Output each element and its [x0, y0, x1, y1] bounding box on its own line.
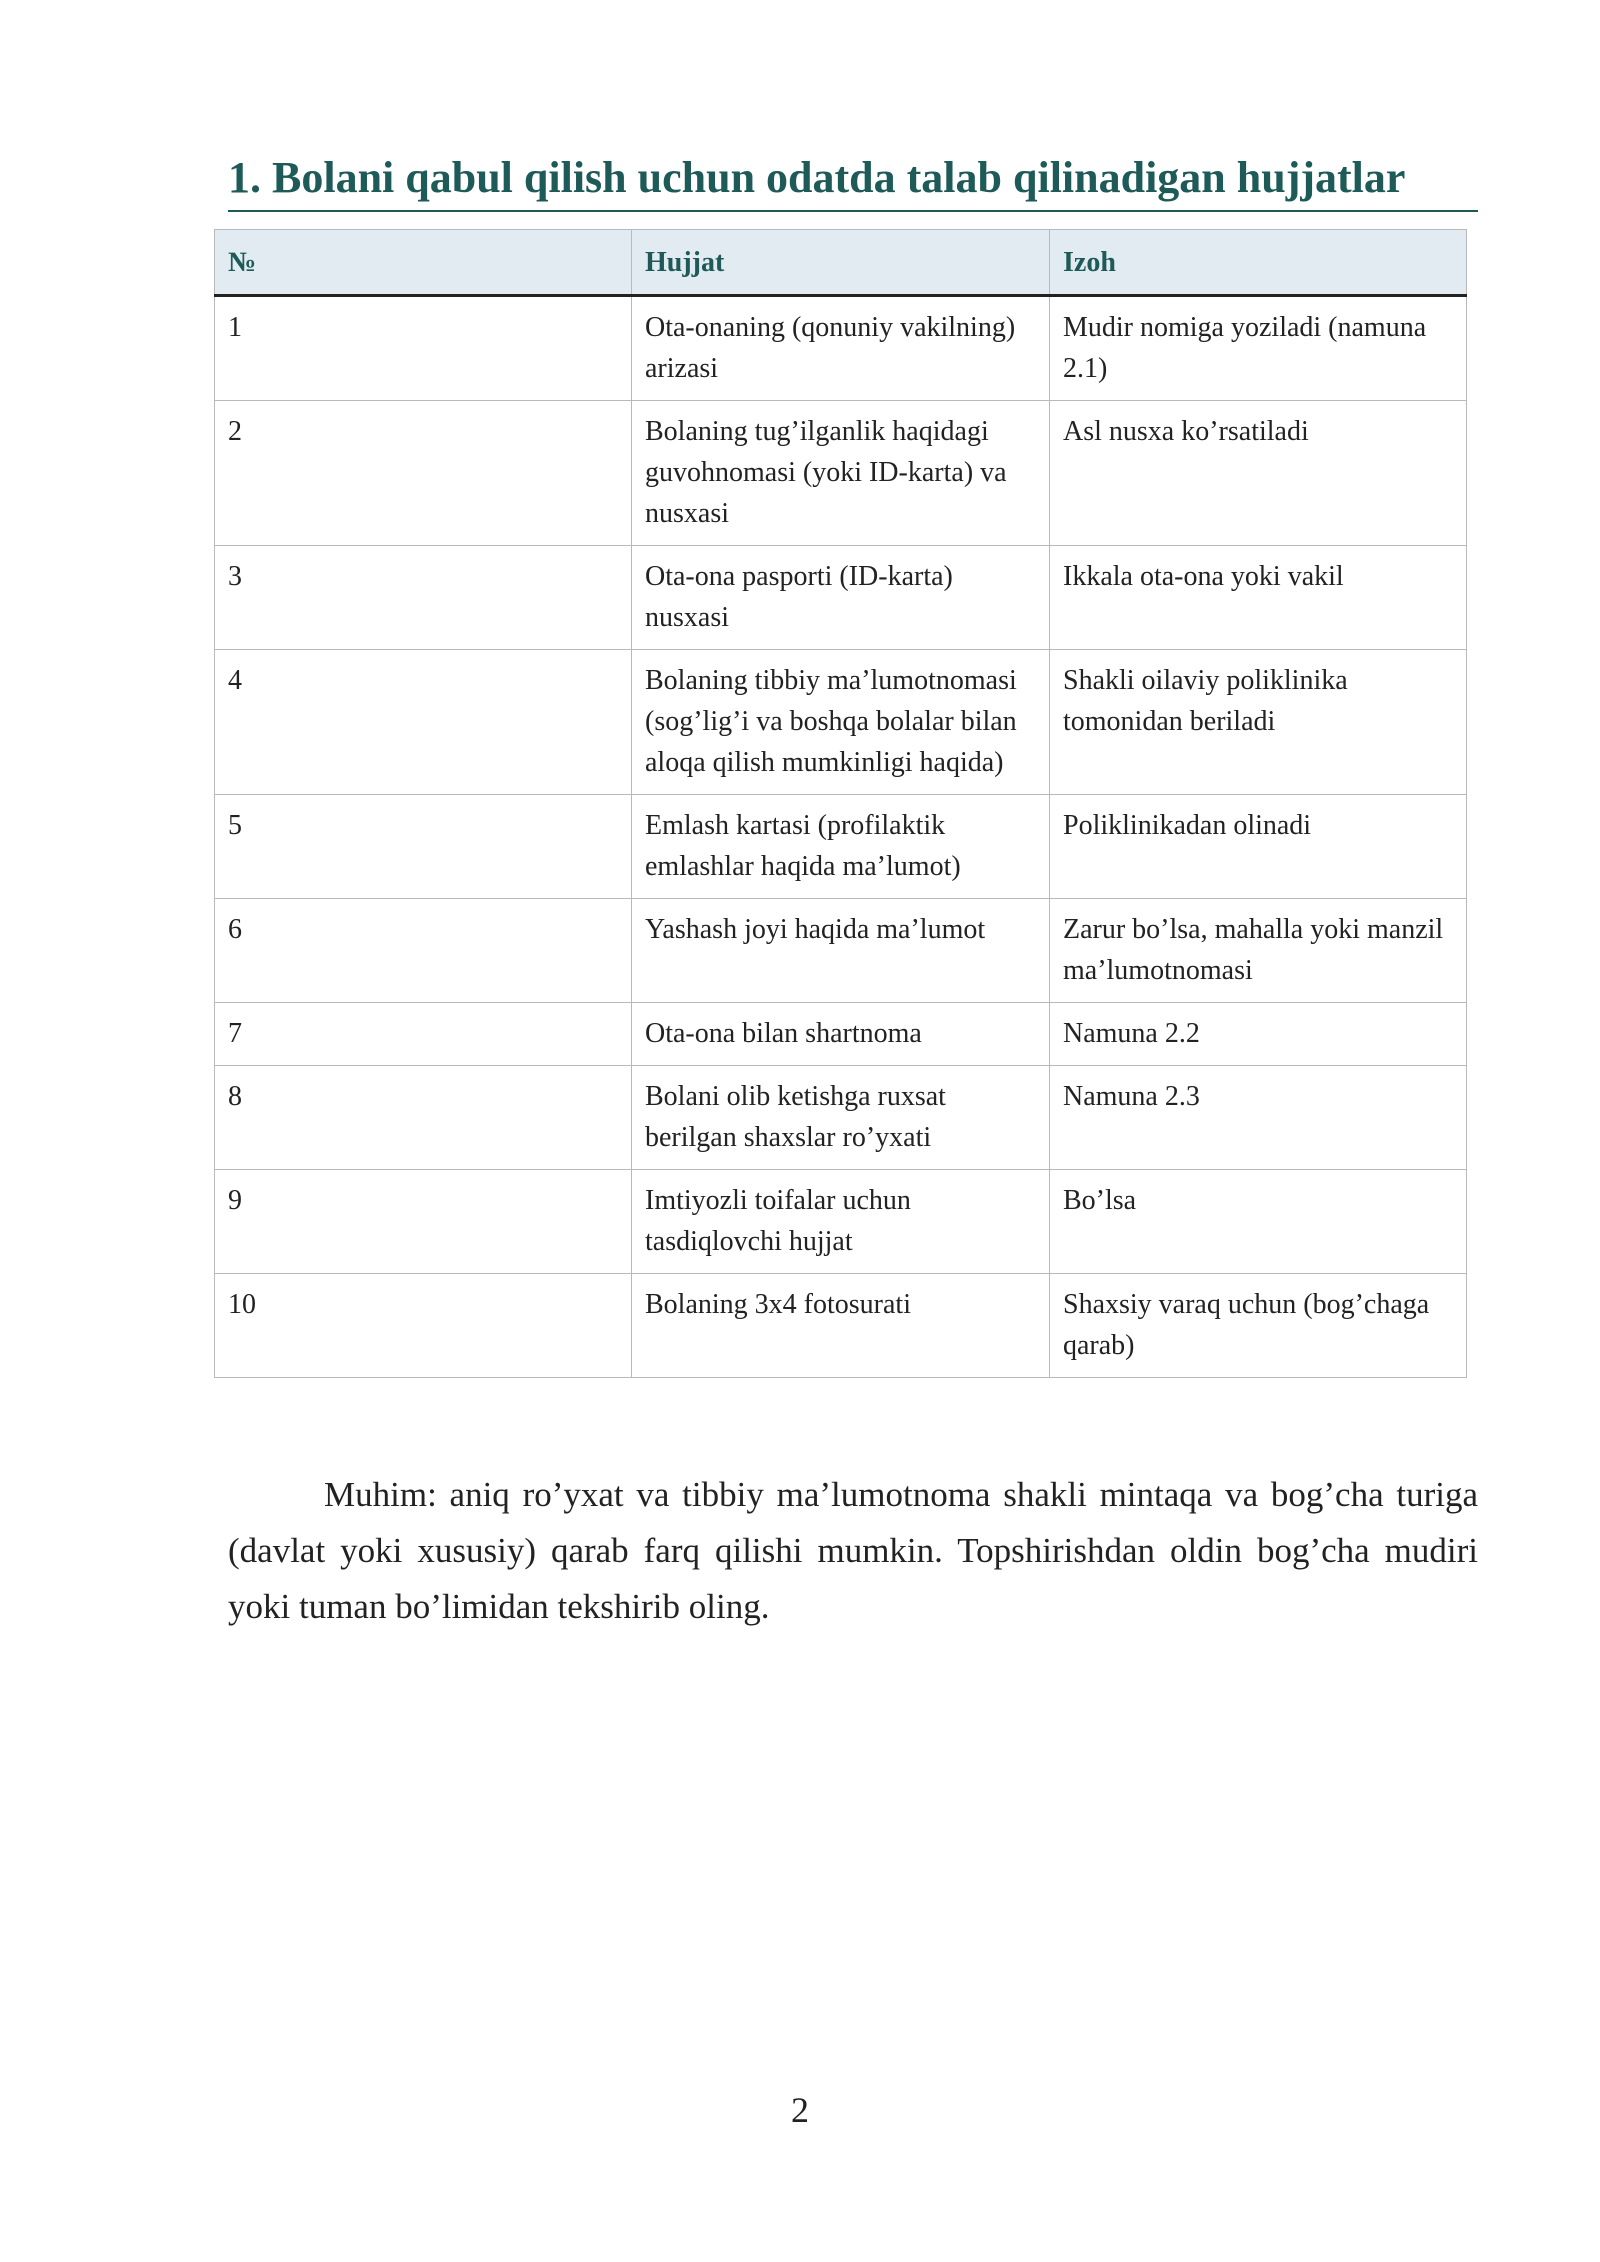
table-row	[215, 546, 1467, 650]
important-note: Muhim: aniq ro’yxat va tibbiy ma’lumotnoma shakli mintaqa va bog’cha turiga (davlat yoki xususiy) qarab farq qilishi mumkin. Topshirishdan oldin bog’cha mudiri yoki tuman bo’limidan tekshirib oling.	[228, 1475, 1478, 1626]
table-row	[215, 1170, 1467, 1274]
header-document: Hujjat	[632, 230, 1050, 296]
table-row	[215, 1066, 1467, 1170]
table-row	[215, 899, 1467, 1003]
row-document: Yashash joyi haqida ma’lumot	[632, 899, 1050, 1003]
row-note: Asl nusxa ko’rsatiladi	[1050, 401, 1467, 546]
row-note: Ikkala ota-ona yoki vakil	[1050, 546, 1467, 650]
row-note: Namuna 2.3	[1050, 1066, 1467, 1170]
row-document: Bolaning 3x4 fotosurati	[632, 1274, 1050, 1378]
row-number: 3	[215, 546, 632, 650]
row-document: Ota-onaning (qonuniy vakilning) arizasi	[632, 296, 1050, 401]
table-row	[215, 795, 1467, 899]
header-number: №	[215, 230, 632, 296]
row-number: 5	[215, 795, 632, 899]
row-number: 7	[215, 1003, 632, 1066]
row-note: Mudir nomiga yoziladi (namuna 2.1)	[1050, 296, 1467, 401]
table-header-row	[215, 230, 1467, 296]
table-row	[215, 296, 1467, 401]
heading-underline	[228, 210, 1478, 212]
row-note: Namuna 2.2	[1050, 1003, 1467, 1066]
row-note: Bo’lsa	[1050, 1170, 1467, 1274]
row-number: 1	[215, 296, 632, 401]
section-heading: 1. Bolani qabul qilish uchun odatda talab qilinadigan hujjatlar	[228, 153, 1406, 202]
header-note: Izoh	[1050, 230, 1467, 296]
row-note: Shakli oilaviy poliklinika tomonidan beriladi	[1050, 650, 1467, 795]
row-number: 8	[215, 1066, 632, 1170]
table-row	[215, 1003, 1467, 1066]
row-note: Zarur bo’lsa, mahalla yoki manzil ma’lumotnomasi	[1050, 899, 1467, 1003]
table-row	[215, 650, 1467, 795]
row-number: 4	[215, 650, 632, 795]
row-document: Imtiyozli toifalar uchun tasdiqlovchi hujjat	[632, 1170, 1050, 1274]
page-number: 2	[791, 2090, 809, 2130]
row-document: Ota-ona pasporti (ID-karta) nusxasi	[632, 546, 1050, 650]
row-document: Bolaning tug’ilganlik haqidagi guvohnomasi (yoki ID-karta) va nusxasi	[632, 401, 1050, 546]
row-note: Shaxsiy varaq uchun (bog’chaga qarab)	[1050, 1274, 1467, 1378]
row-document: Emlash kartasi (profilaktik emlashlar haqida ma’lumot)	[632, 795, 1050, 899]
row-number: 10	[215, 1274, 632, 1378]
row-number: 6	[215, 899, 632, 1003]
row-number: 2	[215, 401, 632, 546]
table-row	[215, 401, 1467, 546]
row-number: 9	[215, 1170, 632, 1274]
row-document: Bolaning tibbiy ma’lumotnomasi (sog’lig’i va boshqa bolalar bilan aloqa qilish mumkinligi haqida)	[632, 650, 1050, 795]
table-row	[215, 1274, 1467, 1378]
row-document: Ota-ona bilan shartnoma	[632, 1003, 1050, 1066]
row-document: Bolani olib ketishga ruxsat berilgan shaxslar ro’yxati	[632, 1066, 1050, 1170]
documents-table	[214, 229, 1467, 1378]
row-note: Poliklinikadan olinadi	[1050, 795, 1467, 899]
